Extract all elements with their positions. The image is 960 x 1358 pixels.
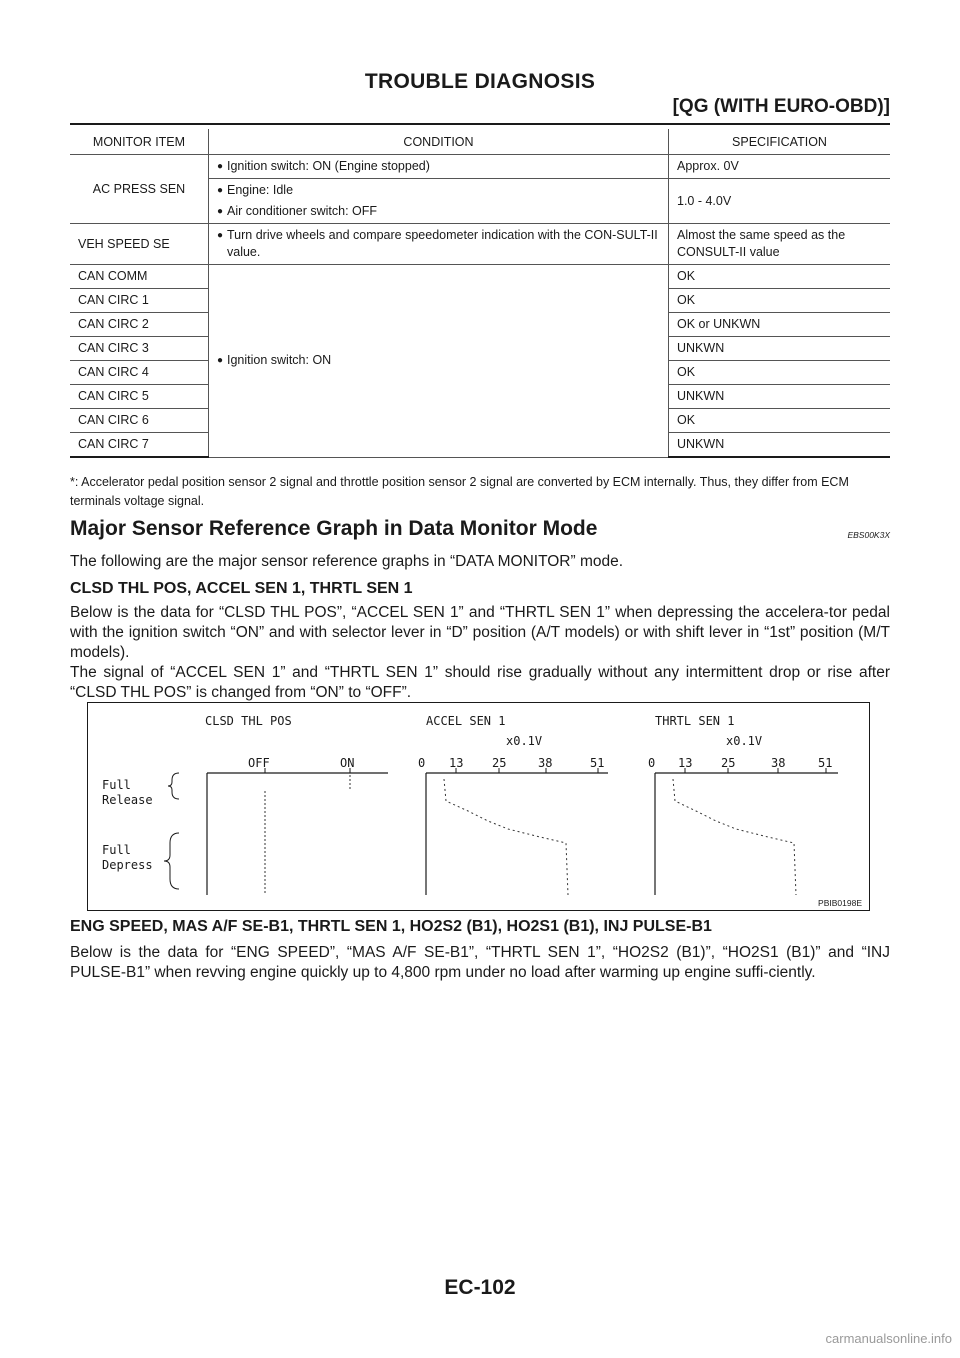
spec-cell: 1.0 - 4.0V xyxy=(669,179,891,224)
bullet-icon: ● xyxy=(217,355,224,367)
subsection-title-1: CLSD THL POS, ACCEL SEN 1, THRTL SEN 1 xyxy=(70,580,413,597)
tick-label: 38 xyxy=(538,756,553,770)
trace-accel-sen-1 xyxy=(444,779,568,895)
page-number: EC-102 xyxy=(444,1276,516,1299)
table-row xyxy=(70,224,890,265)
page-header-title: TROUBLE DIAGNOSIS xyxy=(364,70,596,93)
label-clsd-thl-pos: CLSD THL POS xyxy=(205,714,292,728)
column-header-monitor-item: MONITOR ITEM xyxy=(70,129,209,155)
spec-cell: UNKWN xyxy=(669,385,891,409)
table-footnote: *: Accelerator pedal position sensor 2 signal and throttle position sensor 2 signal are converted by ECM internally. Thus, they differ from ECM terminals voltage signal. xyxy=(70,475,849,508)
label-full-release-1: Full xyxy=(102,778,131,792)
column-header-condition: CONDITION xyxy=(209,129,669,155)
spec-cell: OK xyxy=(669,265,891,289)
spec-cell: UNKWN xyxy=(669,337,891,361)
tick-label: 0 xyxy=(418,756,426,770)
condition-cell-can xyxy=(209,265,669,458)
trace-thrtl-sen-1 xyxy=(673,779,796,895)
label-full-depress-2: Depress xyxy=(102,858,153,872)
monitor-spec-table xyxy=(70,129,890,458)
tick-label: 13 xyxy=(449,756,464,770)
label-full-release-2: Release xyxy=(102,793,153,807)
label-accel-sen-1: ACCEL SEN 1 xyxy=(426,714,506,728)
label-full-depress-1: Full xyxy=(102,843,131,857)
label-on: ON xyxy=(340,756,355,770)
tick-label: 0 xyxy=(648,756,656,770)
item-cell: CAN CIRC 6 xyxy=(70,409,209,433)
item-cell: CAN CIRC 5 xyxy=(70,385,209,409)
label-off: OFF xyxy=(248,756,270,770)
spec-cell: OK or UNKWN xyxy=(669,313,891,337)
spec-cell: OK xyxy=(669,409,891,433)
bullet-icon: ● xyxy=(217,161,224,172)
table-row xyxy=(70,265,890,289)
unit-label-thrtl: x0.1V xyxy=(726,734,763,748)
condition-cell xyxy=(209,224,669,265)
condition-cell xyxy=(209,155,669,179)
item-ac-press-sen: AC PRESS SEN xyxy=(70,155,209,224)
spec-cell: OK xyxy=(669,289,891,313)
subsection-body-2: Below is the data for “ENG SPEED”, “MAS A/F SE-B1”, “THRTL SEN 1”, “HO2S2 (B1)”, “HO2S1 (B1)” and “INJ PULSE-B1” when revving engine quickly up to 4,800 rpm under no load after warming up engine suffi-ciently. xyxy=(70,944,890,981)
condition-text: Ignition switch: ON xyxy=(227,353,332,368)
page-header-subtitle: [QG (WITH EURO-OBD)] xyxy=(672,96,890,117)
brace-depress xyxy=(164,833,179,889)
reference-graph xyxy=(88,703,869,910)
accel-axis-group xyxy=(418,756,608,895)
section-title: Major Sensor Reference Graph in Data Monitor Mode xyxy=(70,517,598,540)
condition-text: Air conditioner switch: OFF xyxy=(227,204,378,218)
watermark: carmanualsonline.info xyxy=(825,1331,952,1346)
header-rule xyxy=(70,123,890,125)
item-cell: CAN CIRC 7 xyxy=(70,433,209,458)
bullet-icon: ● xyxy=(217,206,224,217)
table-header-row xyxy=(70,129,890,155)
unit-label-accel: x0.1V xyxy=(506,734,543,748)
tick-label: 38 xyxy=(771,756,786,770)
paragraph: Below is the data for “CLSD THL POS”, “ACCEL SEN 1” and “THRTL SEN 1” when depressing the accelera-tor pedal with the ignition switch “ON” and with selector lever in “D” position (A/T models) or with shift lever in “1st” position (M/T models). xyxy=(70,604,890,661)
subsection-title-2: ENG SPEED, MAS A/F SE-B1, THRTL SEN 1, HO2S2 (B1), HO2S1 (B1), INJ PULSE-B1 xyxy=(70,918,712,935)
spec-cell: UNKWN xyxy=(669,433,891,458)
tick-label: 51 xyxy=(818,756,833,770)
reference-graph-figure xyxy=(87,702,870,911)
item-veh-speed-se: VEH SPEED SE xyxy=(70,224,209,265)
section-intro: The following are the major sensor reference graphs in “DATA MONITOR” mode. xyxy=(70,553,624,570)
condition-text: Engine: Idle xyxy=(227,183,294,197)
bullet-icon: ● xyxy=(217,230,224,241)
condition-text: Ignition switch: ON (Engine stopped) xyxy=(227,159,430,173)
item-cell: CAN CIRC 2 xyxy=(70,313,209,337)
tick-label: 51 xyxy=(590,756,605,770)
item-cell: CAN CIRC 3 xyxy=(70,337,209,361)
tick-label: 25 xyxy=(721,756,736,770)
spec-cell: Approx. 0V xyxy=(669,155,891,179)
paragraph: The signal of “ACCEL SEN 1” and “THRTL SEN 1” should rise gradually without any intermittent drop or rise after “CLSD THL POS” is changed from “ON” to “OFF”. xyxy=(70,664,890,701)
tick-label: 13 xyxy=(678,756,693,770)
item-cell: CAN CIRC 4 xyxy=(70,361,209,385)
table-row xyxy=(70,155,890,179)
bullet-icon: ● xyxy=(217,185,224,196)
item-cell: CAN COMM xyxy=(70,265,209,289)
brace-release xyxy=(168,773,179,799)
item-cell: CAN CIRC 1 xyxy=(70,289,209,313)
subsection-body-1 xyxy=(70,603,890,703)
column-header-specification: SPECIFICATION xyxy=(669,129,891,155)
condition-cell xyxy=(209,179,669,224)
figure-code: PBIB0198E xyxy=(818,898,862,908)
condition-text: Turn drive wheels and compare speedometer indication with the CON-SULT-II value. xyxy=(227,228,658,259)
label-thrtl-sen-1: THRTL SEN 1 xyxy=(655,714,735,728)
tick-label: 25 xyxy=(492,756,507,770)
spec-cell: Almost the same speed as the CONSULT-II value xyxy=(669,224,891,265)
spec-cell: OK xyxy=(669,361,891,385)
thrtl-axis-group xyxy=(648,756,838,895)
section-code: EBS00K3X xyxy=(847,530,890,540)
